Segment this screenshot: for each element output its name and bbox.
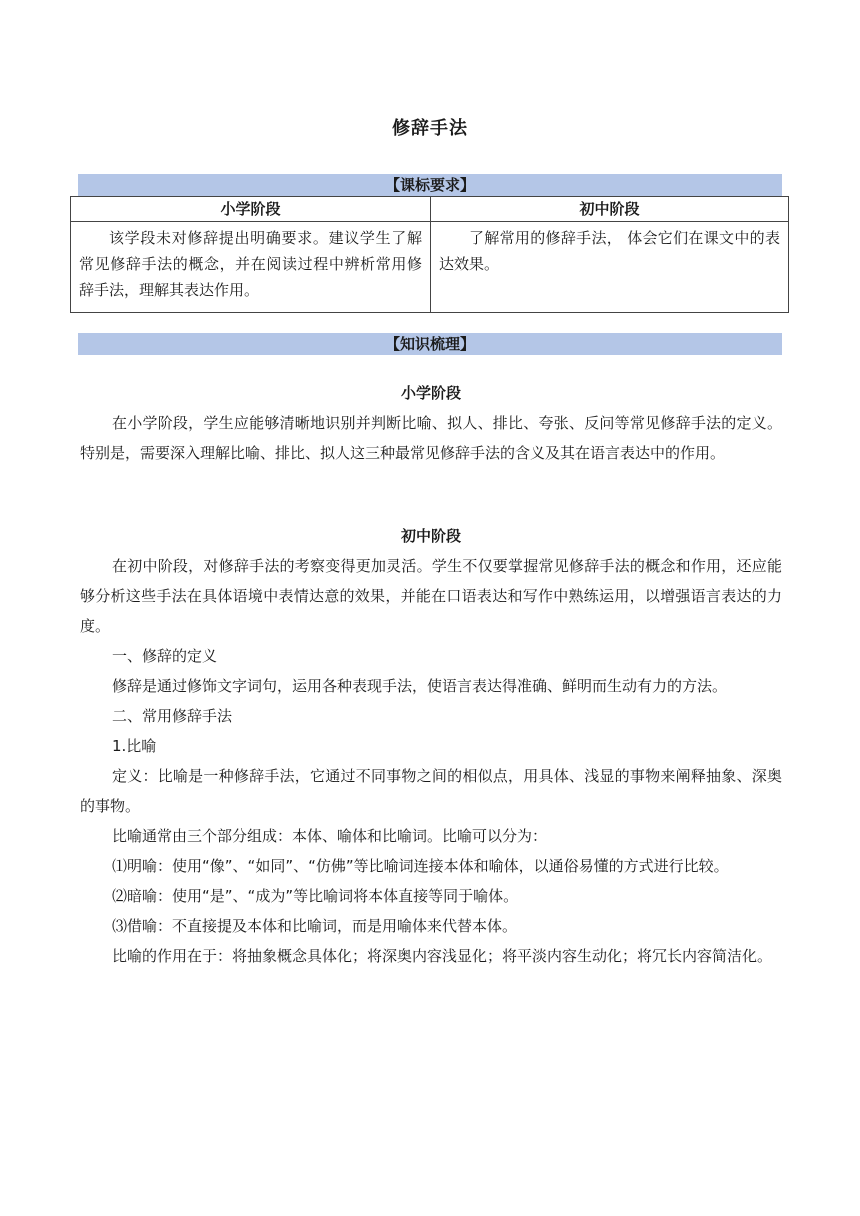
paragraph: 1.比喻 (112, 737, 157, 755)
paragraph: 在初中阶段，对修辞手法的考察变得更加灵活。学生不仅要掌握常见修辞手法的概念和作用，还应能够分析这些手法在具体语境中表情达意的效果，并能在口语表达和写作中熟练运用，以增强语言表达的力度。 (80, 557, 782, 635)
paragraph: ⑴明喻：使用“像”、“如同”、“仿佛”等比喻词连接本体和喻体，以通俗易懂的方式进行比较。 (112, 857, 729, 875)
table-header-primary: 小学阶段 (71, 197, 431, 222)
table-header-row (71, 197, 789, 222)
primary-paragraph: 在小学阶段，学生应能够清晰地识别并判断比喻、拟人、排比、夸张、反问等常见修辞手法的定义。特别是，需要深入理解比喻、排比、拟人这三种最常见修辞手法的含义及其在语言表达中的作用。 (80, 414, 782, 462)
paragraph: 定义：比喻是一种修辞手法，它通过不同事物之间的相似点，用具体、浅显的事物来阐释抽象、深奥的事物。 (80, 767, 782, 815)
paragraph: ⑵暗喻：使用“是”、“成为”等比喻词将本体直接等同于喻体。 (112, 887, 519, 905)
primary-heading: 小学阶段 (400, 384, 461, 402)
table-row (71, 222, 789, 313)
table-header-junior: 初中阶段 (431, 197, 789, 222)
paragraph: 比喻的作用在于：将抽象概念具体化；将深奥内容浅显化；将平淡内容生动化；将冗长内容简洁化。 (112, 947, 773, 965)
paragraph: 修辞是通过修饰文字词句，运用各种表现手法，使语言表达得准确、鲜明而生动有力的方法。 (112, 677, 728, 695)
section-band-knowledge: 【知识梳理】 (78, 333, 782, 355)
section-band-curriculum: 【课标要求】 (78, 174, 782, 196)
junior-heading: 初中阶段 (400, 527, 461, 545)
paragraph: 一、修辞的定义 (112, 647, 218, 665)
curriculum-table (70, 196, 789, 313)
paragraph: ⑶借喻：不直接提及本体和比喻词，而是用喻体来代替本体。 (112, 917, 518, 935)
junior-section (80, 521, 782, 971)
page-title: 修辞手法 (392, 118, 468, 139)
paragraph: 比喻通常由三个部分组成：本体、喻体和比喻词。比喻可以分为： (112, 827, 548, 845)
primary-section (80, 378, 782, 468)
table-cell-primary: 该学段未对修辞提出明确要求。建议学生了解常见修辞手法的概念，并在阅读过程中辨析常用修辞手法，理解其表达作用。 (71, 222, 431, 313)
paragraph: 二、常用修辞手法 (112, 707, 233, 725)
table-cell-junior: 了解常用的修辞手法， 体会它们在课文中的表达效果。 (431, 222, 789, 313)
